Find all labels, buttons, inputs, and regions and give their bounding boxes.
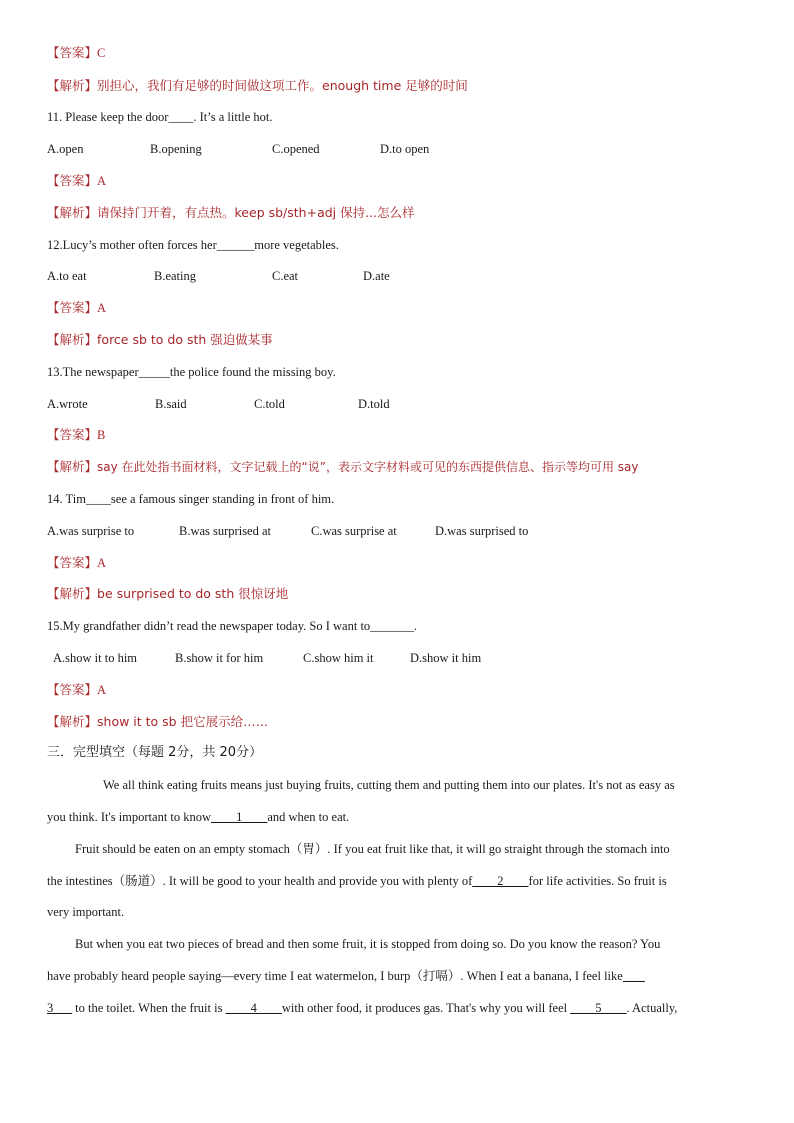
q13-analysis-text: say 在此处指书面材料，文字记载上的“说”，表示文字材料或可见的东西提供信息、指示等均可用 say: [97, 460, 639, 474]
q13-option-b: B.said: [155, 397, 187, 411]
q14-option-d: D.was surprised to: [435, 524, 529, 538]
q13-stem: 13.The newspaper_____the police found the missing boy.: [47, 365, 336, 379]
q14-option-b: B.was surprised at: [179, 524, 271, 538]
q15-answer-value: A: [97, 683, 107, 697]
answer-tag: 【答案】: [47, 427, 98, 442]
q14-stem: 14. Tim____see a famous singer standing in front of him.: [47, 492, 335, 506]
blank-2: ____2____: [472, 874, 529, 888]
q13-analysis: [47, 458, 754, 476]
q14-analysis-text: be surprised to do sth 很惊讶地: [97, 586, 289, 601]
answer-tag: 【答案】: [47, 173, 98, 188]
q15-analysis: [47, 713, 754, 731]
blank-3-end: 3___: [47, 1001, 72, 1015]
section-heading: 三．完型填空（每题 2分，共 20分）: [47, 745, 263, 760]
q11-options: [47, 140, 754, 158]
analysis-tag: 【解析】: [47, 332, 98, 347]
analysis-tag: 【解析】: [47, 714, 98, 729]
passage-text: and when to eat.: [267, 810, 350, 824]
q11-answer: [47, 172, 754, 190]
passage-text: you think. It's important to know: [47, 810, 212, 824]
passage-text: to the toilet. When the fruit is: [72, 1001, 226, 1015]
q13-option-a: A.wrote: [47, 397, 88, 411]
answer-tag: 【答案】: [47, 45, 98, 60]
blank-1: ____1____: [211, 810, 268, 824]
q11-stem: 11. Please keep the door____. It’s a little hot.: [47, 110, 273, 124]
q14-option-c: C.was surprise at: [311, 524, 397, 538]
q15-stem: 15.My grandfather didn’t read the newspaper today. So I want to_______.: [47, 619, 418, 633]
passage-line-8: [47, 999, 754, 1017]
q12-options: [47, 267, 754, 285]
q14-answer: [47, 554, 754, 572]
q10-answer-value: C: [97, 46, 106, 60]
analysis-tag: 【解析】: [47, 459, 98, 474]
passage-text: have probably heard people saying—every time I eat watermelon, I burp（打嗝）. When I eat a banana, I feel like: [47, 969, 623, 983]
q13-option-d: D.told: [358, 397, 390, 411]
q11-analysis-text: 请保持门开着，有点热。keep sb/sth+adj 保持...怎么样: [97, 205, 415, 220]
q12-answer-value: A: [97, 301, 107, 315]
q15-option-b: B.show it for him: [175, 651, 264, 665]
q13-answer: [47, 426, 754, 444]
passage-line-5: very important.: [47, 905, 125, 919]
passage-line-1: We all think eating fruits means just buying fruits, cutting them and putting them into our plates. It's not as easy as: [103, 778, 675, 792]
q13-options: [47, 395, 754, 413]
q14-analysis: [47, 585, 754, 603]
passage-line-4: [47, 872, 754, 890]
passage-text: the intestines（肠道）. It will be good to your health and provide you with plenty of: [47, 874, 473, 888]
q14-answer-value: A: [97, 556, 107, 570]
analysis-tag: 【解析】: [47, 205, 98, 220]
q12-analysis: [47, 331, 754, 349]
blank-3-start: ___: [622, 969, 645, 983]
q12-stem: 12.Lucy’s mother often forces her______more vegetables.: [47, 238, 339, 252]
q11-option-a: A.open: [47, 142, 84, 156]
answer-tag: 【答案】: [47, 682, 98, 697]
q15-answer: [47, 681, 754, 699]
q13-answer-value: B: [97, 428, 106, 442]
answer-tag: 【答案】: [47, 555, 98, 570]
q12-option-c: C.eat: [272, 269, 299, 283]
analysis-tag: 【解析】: [47, 586, 98, 601]
q14-option-a: A.was surprise to: [47, 524, 135, 538]
passage-text: for life activities. So fruit is: [528, 874, 667, 888]
q15-option-c: C.show him it: [303, 651, 374, 665]
passage-text: . Actually,: [626, 1001, 678, 1015]
passage-line-7: [47, 967, 754, 985]
passage-text: with other food, it produces gas. That's why you will feel: [281, 1001, 571, 1015]
passage-line-6: But when you eat two pieces of bread and then some fruit, it is stopped from doing so. Do you know the reason? You: [75, 937, 661, 951]
blank-5: ____5____: [570, 1001, 627, 1015]
blank-4: ____4____: [225, 1001, 282, 1015]
q10-answer: [47, 44, 754, 62]
q15-analysis-text: show it to sb 把它展示给……: [97, 714, 269, 729]
q12-option-a: A.to eat: [47, 269, 87, 283]
answer-tag: 【答案】: [47, 300, 98, 315]
passage-line-3: Fruit should be eaten on an empty stomach（胃）. If you eat fruit like that, it will go straight through the stomach into: [75, 842, 670, 856]
q15-option-d: D.show it him: [410, 651, 482, 665]
q12-option-b: B.eating: [154, 269, 197, 283]
q12-answer: [47, 299, 754, 317]
q11-option-d: D.to open: [380, 142, 430, 156]
q10-analysis: [47, 77, 754, 95]
q15-options: [53, 649, 754, 667]
passage-line-2: [47, 808, 754, 826]
q11-option-c: C.opened: [272, 142, 320, 156]
q12-option-d: D.ate: [363, 269, 390, 283]
q10-analysis-text: 别担心，我们有足够的时间做这项工作。enough time 足够的时间: [97, 78, 468, 93]
q11-option-b: B.opening: [150, 142, 202, 156]
q13-option-c: C.told: [254, 397, 285, 411]
q14-options: [47, 522, 754, 540]
analysis-tag: 【解析】: [47, 78, 98, 93]
q11-analysis: [47, 204, 754, 222]
q11-answer-value: A: [97, 174, 107, 188]
q12-analysis-text: force sb to do sth 强迫做某事: [97, 332, 273, 347]
q15-option-a: A.show it to him: [53, 651, 138, 665]
